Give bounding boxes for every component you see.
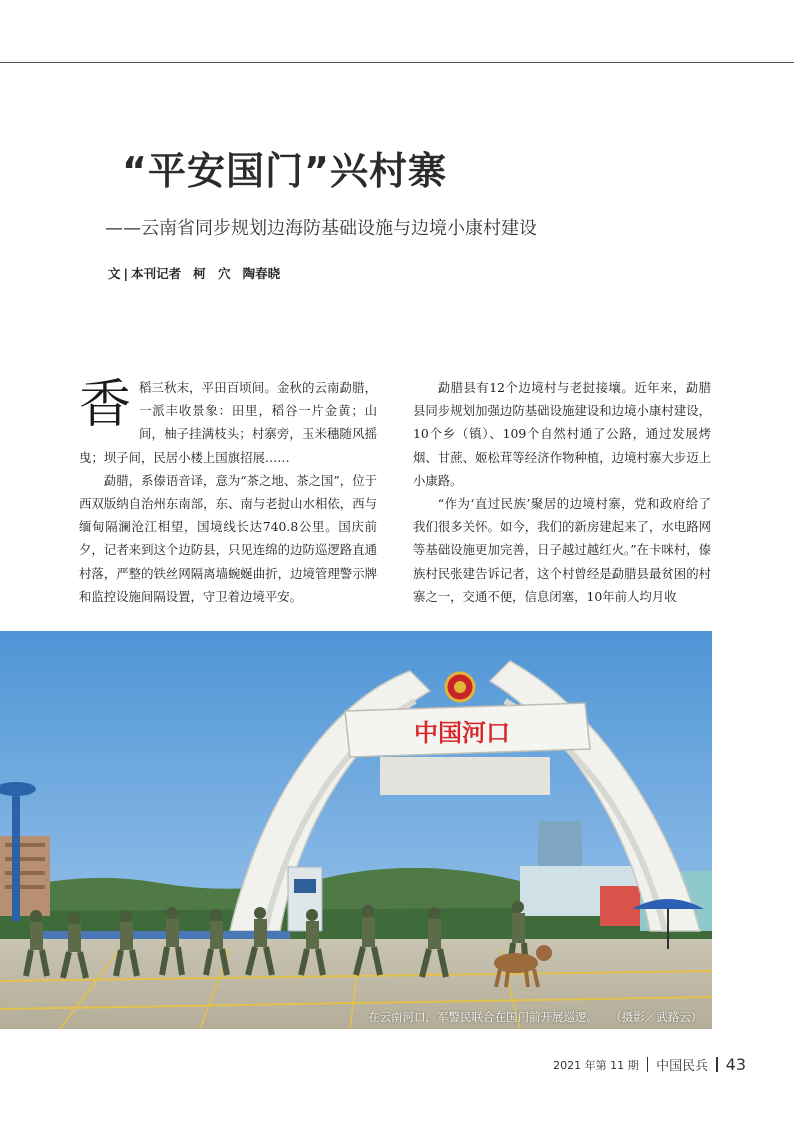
photo-caption: [368, 1009, 702, 1025]
byline-separator: |: [123, 266, 129, 281]
footer-divider: [716, 1057, 718, 1072]
caption-text: 在云南河口，军警民联合在国门前开展巡逻。: [368, 1010, 598, 1024]
footer-divider: [647, 1057, 649, 1072]
byline-role: 本刊记者: [131, 266, 182, 281]
top-rule: [0, 62, 794, 63]
byline-prefix: 文: [108, 266, 121, 281]
left-column: [79, 376, 377, 608]
photo-credit: （摄影／武路云）: [616, 1010, 703, 1024]
issue-label: 2021 年第 11 期: [553, 1058, 639, 1072]
paragraph: “作为‘直过民族’聚居的边境村寨，党和政府给了我们很多关怀。如今，我们的新房建起来了，水电路网等基础设施更加完善，日子越过越红火。”在卡咪村，傣族村民张建告诉记者，这个村曾经是勐腊县最贫困的村寨之一，交通不便，信息闭塞，10年前人均月收: [413, 496, 711, 604]
byline-author-1: 柯 穴: [193, 266, 231, 281]
byline: [108, 264, 280, 282]
article-subtitle: ——云南省同步规划边海防基础设施与边境小康村建设: [105, 218, 537, 239]
drop-cap: 香: [79, 375, 132, 435]
right-column: [413, 376, 711, 608]
patrol-gate-illustration: [0, 631, 712, 1029]
paragraph: 勐腊，系傣语音译，意为“茶之地、茶之国”，位于西双版纳自治州东南部，东、南与老挝山水相依，西与缅甸隔澜沧江相望，国境线长达740.8公里。国庆前夕，记者来到这个边防县，只见连绵的边防巡逻路直通村落，严整的铁丝网隔离墙蜿蜒曲折，边境管理警示牌和监控设施间隔设置，守卫着边境平安。: [79, 472, 377, 604]
paragraph-text: 稻三秋末，平田百顷间。金秋的云南勐腊，一派丰收景象：田里，稻谷一片金黄；山间，柚子挂满枝头；村寨旁，玉米穗随风摇曳；坝子间，民居小楼上国旗招展……: [79, 380, 377, 465]
page-footer: [553, 1055, 746, 1074]
building: [0, 836, 50, 916]
paragraph: 勐腊县有12个边境村与老挝接壤。近年来，勐腊县同步规划加强边防基础设施建设和边境小康村建设，10个乡（镇）、109个自然村通了公路，通过发展烤烟、甘蔗、姬松茸等经济作物种植，边境村寨大步迈上小康路。: [413, 380, 711, 488]
gate-sign: 中国河口: [414, 719, 510, 747]
page-number: 43: [725, 1055, 746, 1074]
tower: [12, 791, 20, 921]
magazine-name: 中国民兵: [656, 1059, 709, 1074]
paragraph: [79, 376, 377, 469]
byline-author-2: 陶春晓: [242, 266, 281, 281]
article-photo: [0, 631, 712, 1029]
article-title: “平安国门”兴村寨: [122, 149, 447, 193]
